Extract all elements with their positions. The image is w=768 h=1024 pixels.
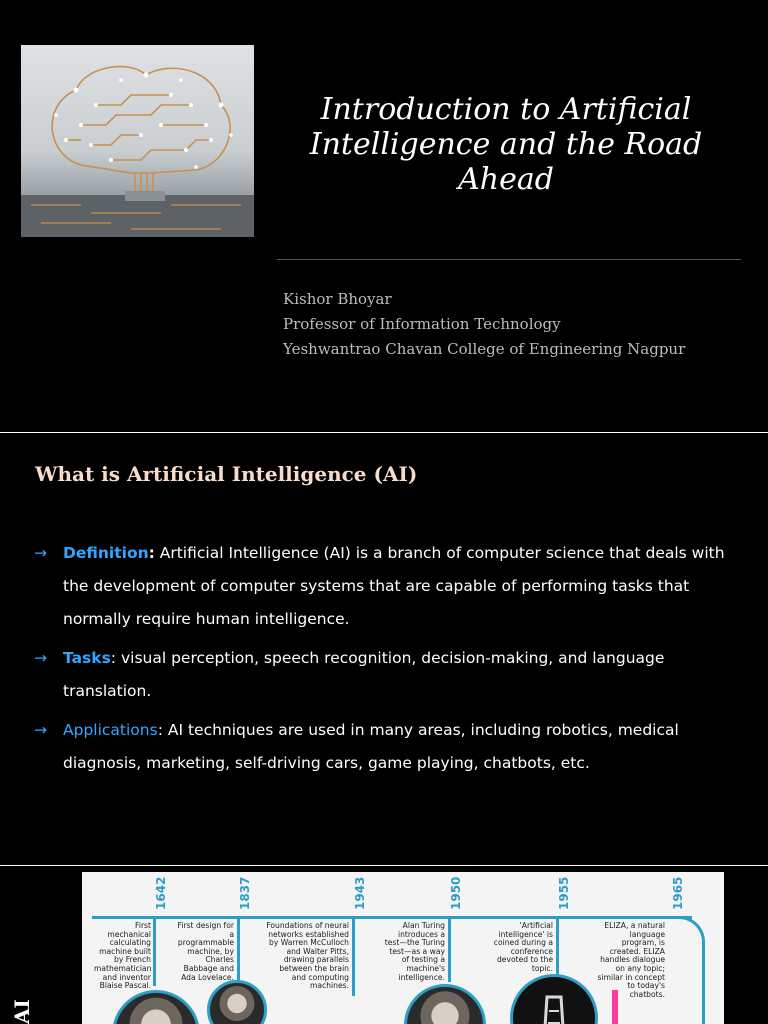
timeline-tick [448, 916, 451, 982]
neon-light-decoration [612, 990, 618, 1024]
pascal-portrait [112, 990, 200, 1024]
author-position: Professor of Information Technology [283, 315, 561, 333]
timeline-tick [153, 916, 156, 986]
bullet-text: AI techniques are used in many areas, including robotics, medical diagnosis, marketing, self-driving cars, game playing, chatbots, etc. [63, 721, 679, 772]
arrow-right-icon: → [34, 721, 47, 739]
bullet-text: visual perception, speech recognition, decision-making, and language translation. [63, 649, 665, 700]
timeline-slide [0, 866, 768, 1024]
timeline-curve [677, 916, 705, 1024]
arrow-right-icon: → [34, 544, 47, 562]
ai-robot-image [510, 974, 598, 1024]
author-institution: Yeshwantrao Chavan College of Engineering Nagpur [283, 340, 686, 358]
bullet-applications [34, 714, 744, 780]
timeline-event-text: Alan Turing introduces a test—the Turing test—as a way of testing a machine's intelligence. [384, 921, 445, 982]
timeline-tick [237, 916, 240, 988]
title-slide [0, 0, 768, 432]
author-block [283, 287, 685, 362]
timeline-event-text: First mechanical calculating machine built by French mathematician and inventor Blaise Pascal. [94, 921, 152, 991]
timeline-event-text: ELIZA, a natural language program, is created. ELIZA handles dialogue on any topic; similar in concept to today's chatbots. [597, 921, 665, 999]
robot-silhouette-icon [513, 977, 595, 1024]
bullet-tasks [34, 642, 744, 708]
timeline-tick [352, 916, 355, 996]
timeline-year: 1950 [449, 876, 463, 910]
timeline-year: 1943 [353, 876, 367, 910]
slide-heading: What is Artificial Intelligence (AI) [35, 462, 418, 486]
turing-portrait [404, 984, 486, 1024]
bullet-colon: : [148, 544, 155, 562]
timeline-event-text: 'Artificial intelligence' is coined during a conference devoted to the topic. [493, 921, 553, 973]
bullet-colon: : [110, 649, 117, 667]
circuit-brain-icon [21, 45, 254, 237]
bullet-key: Definition [63, 544, 149, 562]
circuit-brain-image [21, 45, 254, 237]
babbage-portrait [207, 980, 267, 1024]
timeline-tick [556, 916, 559, 982]
timeline-year: 1965 [671, 876, 685, 910]
timeline-year: 1642 [154, 876, 168, 910]
bullet-colon: : [157, 721, 163, 739]
bullet-list [34, 537, 744, 786]
timeline-event-text: Foundations of neural networks established by Warren McCulloch and Walter Pitts, drawing parallels between the brain and computing machines. [266, 921, 349, 991]
arrow-right-icon: → [34, 649, 47, 667]
title-divider [277, 259, 741, 260]
bullet-key: Applications [63, 721, 158, 739]
timeline-line [92, 916, 692, 919]
timeline-year: 1837 [238, 876, 252, 910]
author-name: Kishor Bhoyar [283, 290, 392, 308]
side-label-text: AI [10, 999, 34, 1024]
ai-history-timeline [82, 872, 724, 1024]
side-label [6, 984, 36, 1024]
timeline-event-text: First design for a programmable machine, by Charles Babbage and Ada Lovelace. [177, 921, 234, 982]
bullet-text: Artificial Intelligence (AI) is a branch of computer science that deals with the development of computer systems that are capable of performing tasks that normally require human intelligence. [63, 544, 725, 628]
timeline-year: 1955 [557, 876, 571, 910]
bullet-key: Tasks [63, 649, 111, 667]
presentation-title: Introduction to Artificial Intelligence and the Road Ahead [309, 92, 703, 197]
bullet-definition [34, 537, 744, 636]
definition-slide [0, 433, 768, 865]
